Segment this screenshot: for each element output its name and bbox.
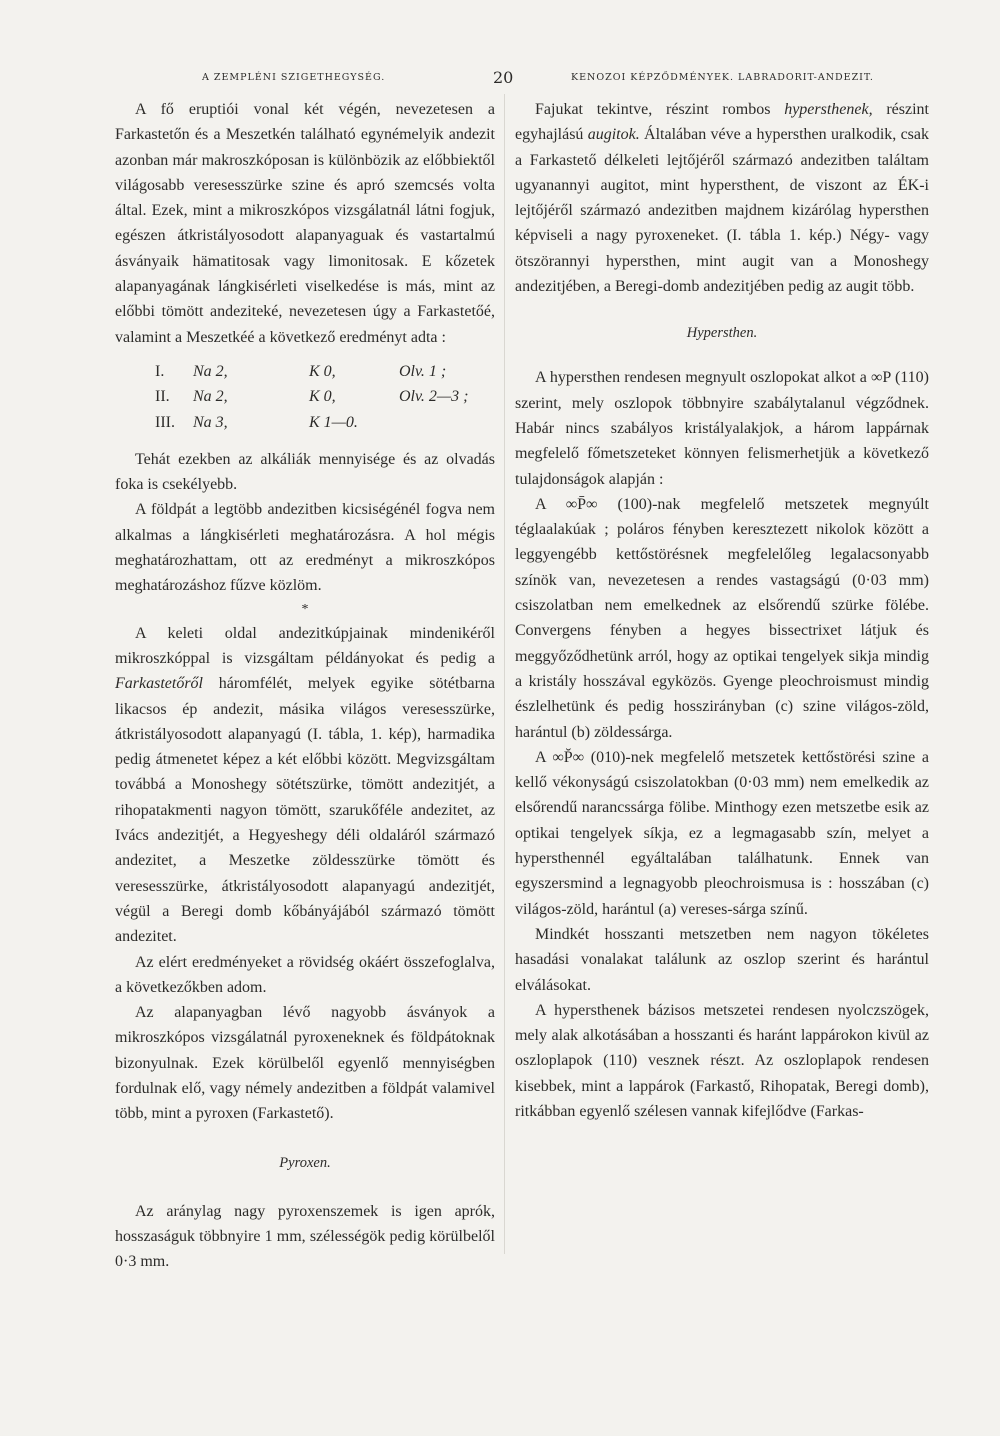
emphasis: Farkastetőről — [115, 675, 203, 693]
paragraph: A hypersthenek bázisos metszetei rendesen nyolczszögek, mely alak alkotásában a hosszanti és haránt lappárokon kivül az oszloplapok (110) vesznek részt. Az oszloplapok rendesen kisebbek, mint a lappárok (Farkastő, Rihopatak, Beregi domb), ritkábban egyenlő szélesen vannak kifejlődve (Farkas- — [515, 1001, 929, 1120]
formula-cell: K 1—0. — [309, 413, 358, 431]
right-column — [515, 97, 929, 1124]
text-run: háromfélét, melyek egyike sötétbarna likacsos ép andezit, másika világos veresesszürke, átkristályosodott alapanyagú (I. tábla, 1. kép), harmadika pedig átmenetet képez a két előbbi között. Megvizsgáltam továbbá a Monoshegy sötétszürke, tömött andezitjét, a rihopatakmenti nagyon tömött, szarukőféle andezitet, az Ivács andezitjét, a Hegyeshegy déli oldaláról származó andezitet, a Meszetke zöldesszürke tömött és veresesszürke, átkristályosodott alapanyagú andezitjét, végül a Beregi domb kőbányájából származó tömött andezitet. — [115, 675, 495, 946]
emphasis: augitok. — [587, 126, 640, 144]
formula-cell — [399, 410, 495, 435]
formula-cell: I. — [155, 362, 165, 380]
left-column — [115, 97, 495, 1274]
formula-cell: III. — [155, 413, 175, 431]
running-header — [0, 68, 1000, 88]
text-run: Általában véve a hypersthen uralkodik, csak a Farkastető délkeleti lejtőjéről származó andezitben találtam ugyanannyi augitot, mint hypersthent, de viszont az ÉK-i lejtőjéről származó andezitben majdnem kizárólag hypersthen képviseli a nagy pyroxeneket. (I. tábla 1. kép.) Négy- vagy ötszörannyi hypersthen, mint augit van a Monoshegy andezitjében, a Beregi-domb andezitjében pedig az augit több. — [515, 126, 930, 296]
paragraph — [115, 621, 495, 950]
column-divider — [504, 94, 505, 1254]
paragraph: Az aránylag nagy pyroxenszemek is igen aprók, hosszaságuk többnyire 1 mm, szélességök pedig körülbelől 0·3 mm. — [115, 1202, 495, 1271]
formula-cell: Na 3, — [193, 413, 228, 431]
section-separator-asterisk: * — [301, 601, 309, 617]
paragraph: A ∞P̆∞ (010)-nek megfelelő metszetek kettőstörési szine a kellő vékonyságú csiszolatokban (0·03 mm) nem emelkedik az elsőrendű narancssárga fölibe. Minthogy ezen metszetbe esik az optikai tengelyek síkja, ez a legmagasabb szín, melyet a hypersthennél egyáltalában találhatunk. Ennek van egyszersmind a legnagyobb pleochroismusa is : hosszában (c) világos-zöld, harántul (a) vereses-sárga színű. — [515, 748, 929, 918]
paragraph: Mindkét hosszanti metszetben nem nagyon tökéletes hasadási vonalakat találunk az oszlop szerint és harántul elválásokat. — [515, 925, 929, 994]
text-run: részint egyhajlású — [515, 101, 929, 144]
formula-cell: K 0, — [309, 362, 336, 380]
emphasis: hypersthenek, — [784, 101, 873, 118]
formula-cell: Olv. 1 ; — [399, 362, 447, 380]
paragraph: A földpát a legtöbb andezitben kicsiségénél fogva nem alkalmas a lángkisérleti meghatározásra. A hol mégis meghatározhattam, ott az eredményt a mikroszkópos meghatározáshoz fűzve közlöm. — [115, 501, 495, 595]
formula-cell: K 0, — [309, 388, 336, 406]
formula-cell: Na 2, — [193, 388, 228, 406]
paragraph: A ∞P̄∞ (100)-nak megfelelő metszetek megnyúlt téglaalakúak ; poláros fényben keresztezett nikolok között a leggyengébb kettőstörésnek megfelelőleg legalacsonyabb színök van, nevezetesen a rendes vastagságú (0·03 mm) csiszolatban nem emelkednek az elsőrendű szürke fölébe. Convergens fényben a hegyes bissectrixet látjuk és meggyőződhetünk arról, hogy az optikai tengelyek sikja mindig a kristály hosszával egyközös. Gyenge pleochroismust mindig észlelhetünk és pedig hosszirányban (c) szine világos-zöld, harántul (b) zöldessárga. — [515, 495, 929, 741]
header-left-title: A ZEMPLÉNI SZIGETHEGYSÉG. — [202, 72, 386, 83]
formula-cell: Na 2, — [193, 362, 228, 380]
text-run: Fajukat tekintve, részint rombos — [535, 101, 785, 118]
page-number: 20 — [493, 68, 514, 87]
paragraph: A fő eruptiói vonal két végén, nevezetesen a Farkastetőn és a Meszetkén található egynémelyik andezit azonban már makroszkóposan is különbözik az előbbiektől világosabb veresesszürke szine és apró szemcsés volta által. Ezek, mint a mikroszkópos vizsgálatnál látni fogjuk, egészen átkristályosodott alapanyaguak és vastartalmú ásványaik hämatitosak vagy limonitosak. E kőzetek alapanyagának lángkisérleti viselkedése is más, mint az előbbi tömött andeziteké, nevezetesen úgy a Farkastetőé, valamint a Meszetkéé a következő eredményt adta : — [115, 101, 495, 346]
formula-cell: II. — [155, 388, 170, 406]
header-right-title: KENOZOI KÉPZŐDMÉNYEK. LABRADORIT-ANDEZIT. — [571, 72, 874, 83]
formula-cell: Olv. 2—3 ; — [399, 388, 469, 406]
paragraph: Tehát ezekben az alkáliák mennyisége és az olvadás foka is csekélyebb. — [115, 450, 495, 494]
flame-test-results — [155, 359, 495, 435]
paragraph — [515, 97, 929, 299]
section-heading-pyroxen: Pyroxen. — [279, 1154, 331, 1171]
paragraph: Az alapanyagban lévő nagyobb ásványok a mikroszkópos vizsgálatnál pyroxeneknek és földpátoknak bizonyulnak. Ezek körülbelől egyenlő mennyiségben fordulnak elő, vagy némely andezitben a földpát valamivel több, mint a pyroxen (Farkastető). — [115, 1004, 495, 1123]
text-run: A keleti oldal andezitkúpjainak mindenikéről mikroszkóppal is vizsgáltam példányokat és pedig a — [115, 624, 495, 667]
paragraph: Az elért eredményeket a rövidség okáért összefoglalva, a következőkben adom. — [115, 953, 495, 996]
section-heading-hypersthen: Hypersthen. — [686, 325, 758, 342]
paragraph: A hypersthen rendesen megnyult oszlopokat alkot a ∞P (110) szerint, mely oszlopok többnyire szabálytalanul végződnek. Habár nincs szabályos kristályalakjok, a három lappárnak megfelelő főmetszeteket könnyen felismerhetjük a következő tulajdonságok alapján : — [515, 369, 929, 488]
